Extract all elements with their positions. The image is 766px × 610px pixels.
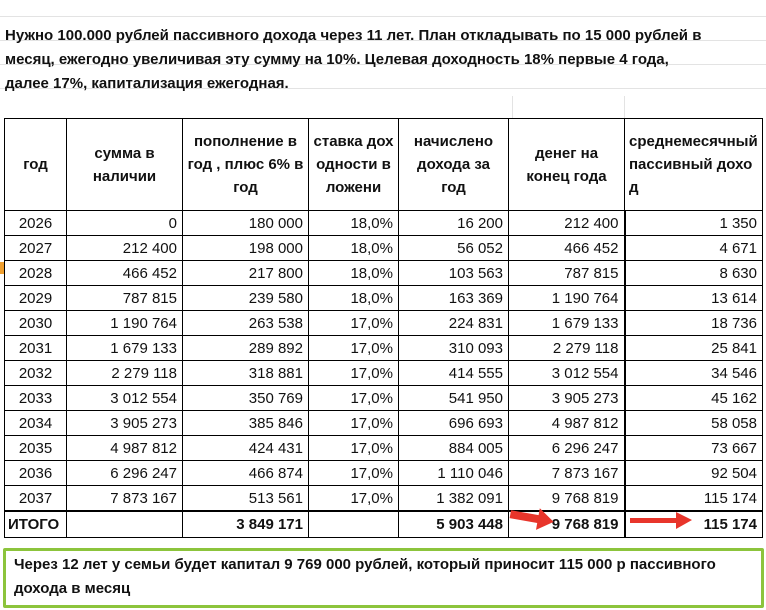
cell-end-balance: 6 296 247 <box>509 436 625 461</box>
table-row <box>5 386 763 411</box>
total-balance <box>67 511 183 538</box>
cell-year: 2034 <box>5 411 67 436</box>
header-interest: начислено дохода за год <box>399 119 509 211</box>
cell-balance: 3 012 554 <box>67 386 183 411</box>
cell-rate: 17,0% <box>309 436 399 461</box>
total-label: ИТОГО <box>5 511 67 538</box>
arrow-right-icon <box>628 508 694 532</box>
table-row <box>5 336 763 361</box>
cell-balance: 6 296 247 <box>67 461 183 486</box>
cell-balance: 2 279 118 <box>67 361 183 386</box>
cell-end-balance: 9 768 819 <box>509 486 625 512</box>
cell-balance: 4 987 812 <box>67 436 183 461</box>
cell-interest: 16 200 <box>399 211 509 236</box>
total-rate <box>309 511 399 538</box>
cell-contribution: 513 561 <box>183 486 309 512</box>
header-balance: сумма в наличии <box>67 119 183 211</box>
cell-contribution: 180 000 <box>183 211 309 236</box>
cell-interest: 541 950 <box>399 386 509 411</box>
cell-monthly: 1 350 <box>625 211 763 236</box>
cell-year: 2037 <box>5 486 67 512</box>
header-monthly: среднемесячный пассивный доход <box>625 119 763 211</box>
cell-interest: 310 093 <box>399 336 509 361</box>
table-row <box>5 311 763 336</box>
cell-contribution: 198 000 <box>183 236 309 261</box>
sheet-gridline <box>512 96 513 118</box>
cell-interest: 884 005 <box>399 436 509 461</box>
cell-monthly: 58 058 <box>625 411 763 436</box>
cell-year: 2029 <box>5 286 67 311</box>
cell-interest: 224 831 <box>399 311 509 336</box>
cell-rate: 18,0% <box>309 211 399 236</box>
table-row <box>5 286 763 311</box>
cell-end-balance: 4 987 812 <box>509 411 625 436</box>
total-interest: 5 903 448 <box>399 511 509 538</box>
cell-balance: 7 873 167 <box>67 486 183 512</box>
cell-monthly: 18 736 <box>625 311 763 336</box>
conclusion-box <box>3 548 764 608</box>
cell-interest: 1 110 046 <box>399 461 509 486</box>
cell-interest: 56 052 <box>399 236 509 261</box>
cell-contribution: 424 431 <box>183 436 309 461</box>
cell-end-balance: 7 873 167 <box>509 461 625 486</box>
cell-monthly: 4 671 <box>625 236 763 261</box>
cell-monthly: 73 667 <box>625 436 763 461</box>
income-table <box>4 118 763 538</box>
table-row <box>5 361 763 386</box>
cell-monthly: 45 162 <box>625 386 763 411</box>
table-row <box>5 436 763 461</box>
arrow-right-icon <box>508 508 556 532</box>
header-contribution: пополнение в год , плюс 6% в год <box>183 119 309 211</box>
cell-end-balance: 2 279 118 <box>509 336 625 361</box>
cell-end-balance: 1 190 764 <box>509 286 625 311</box>
table-row <box>5 411 763 436</box>
table-row <box>5 211 763 236</box>
cell-end-balance: 3 905 273 <box>509 386 625 411</box>
cell-year: 2036 <box>5 461 67 486</box>
sheet-gridline <box>624 96 625 118</box>
header-year: год <box>5 119 67 211</box>
cell-balance: 212 400 <box>67 236 183 261</box>
cell-monthly: 8 630 <box>625 261 763 286</box>
table-header-row <box>5 119 763 211</box>
cell-year: 2028 <box>5 261 67 286</box>
total-contribution: 3 849 171 <box>183 511 309 538</box>
cell-contribution: 263 538 <box>183 311 309 336</box>
cell-rate: 18,0% <box>309 236 399 261</box>
cell-rate: 17,0% <box>309 336 399 361</box>
cell-year: 2027 <box>5 236 67 261</box>
cell-balance: 1 679 133 <box>67 336 183 361</box>
table-row <box>5 261 763 286</box>
total-monthly: 115 174 <box>625 511 763 538</box>
cell-contribution: 239 580 <box>183 286 309 311</box>
cell-end-balance: 1 679 133 <box>509 311 625 336</box>
cell-year: 2030 <box>5 311 67 336</box>
cell-interest: 103 563 <box>399 261 509 286</box>
cell-balance: 787 815 <box>67 286 183 311</box>
cell-monthly: 34 546 <box>625 361 763 386</box>
cell-rate: 17,0% <box>309 386 399 411</box>
cell-rate: 17,0% <box>309 411 399 436</box>
cell-rate: 17,0% <box>309 311 399 336</box>
header-rate: ставка доходности вложени <box>309 119 399 211</box>
cell-end-balance: 3 012 554 <box>509 361 625 386</box>
cell-rate: 17,0% <box>309 486 399 512</box>
cell-balance: 3 905 273 <box>67 411 183 436</box>
cell-balance: 466 452 <box>67 261 183 286</box>
cell-balance: 1 190 764 <box>67 311 183 336</box>
conclusion-text: Через 12 лет у семьи будет капитал 9 769 000 рублей, который приносит 115 000 р пассивного дохода в месяц <box>14 556 716 597</box>
cell-end-balance: 466 452 <box>509 236 625 261</box>
cell-end-balance: 212 400 <box>509 211 625 236</box>
cell-contribution: 217 800 <box>183 261 309 286</box>
sheet-gridline <box>0 16 766 17</box>
total-end-balance: 9 768 819 <box>509 511 625 538</box>
cell-contribution: 466 874 <box>183 461 309 486</box>
cell-year: 2032 <box>5 361 67 386</box>
cell-end-balance: 787 815 <box>509 261 625 286</box>
cell-interest: 163 369 <box>399 286 509 311</box>
cell-contribution: 350 769 <box>183 386 309 411</box>
cell-rate: 18,0% <box>309 261 399 286</box>
cell-contribution: 318 881 <box>183 361 309 386</box>
table-row <box>5 461 763 486</box>
cell-monthly: 115 174 <box>625 486 763 512</box>
cell-year: 2031 <box>5 336 67 361</box>
cell-contribution: 385 846 <box>183 411 309 436</box>
cell-rate: 17,0% <box>309 361 399 386</box>
cell-rate: 17,0% <box>309 461 399 486</box>
cell-rate: 18,0% <box>309 286 399 311</box>
table-row <box>5 236 763 261</box>
intro-text: Нужно 100.000 рублей пассивного дохода через 11 лет. План откладывать по 15 000 рублей в месяц, ежегодно увеличивая эту сумму на 10%. Целевая доходность 18% первые 4 года, далее 17%, капитализация ежегодная. <box>5 27 702 92</box>
cell-monthly: 92 504 <box>625 461 763 486</box>
cell-year: 2026 <box>5 211 67 236</box>
header-end-balance: денег на конец года <box>509 119 625 211</box>
cell-year: 2033 <box>5 386 67 411</box>
intro-area <box>0 0 766 118</box>
cell-balance: 0 <box>67 211 183 236</box>
cell-year: 2035 <box>5 436 67 461</box>
cell-interest: 696 693 <box>399 411 509 436</box>
cell-monthly: 13 614 <box>625 286 763 311</box>
cell-interest: 1 382 091 <box>399 486 509 512</box>
cell-monthly: 25 841 <box>625 336 763 361</box>
cell-contribution: 289 892 <box>183 336 309 361</box>
cell-interest: 414 555 <box>399 361 509 386</box>
